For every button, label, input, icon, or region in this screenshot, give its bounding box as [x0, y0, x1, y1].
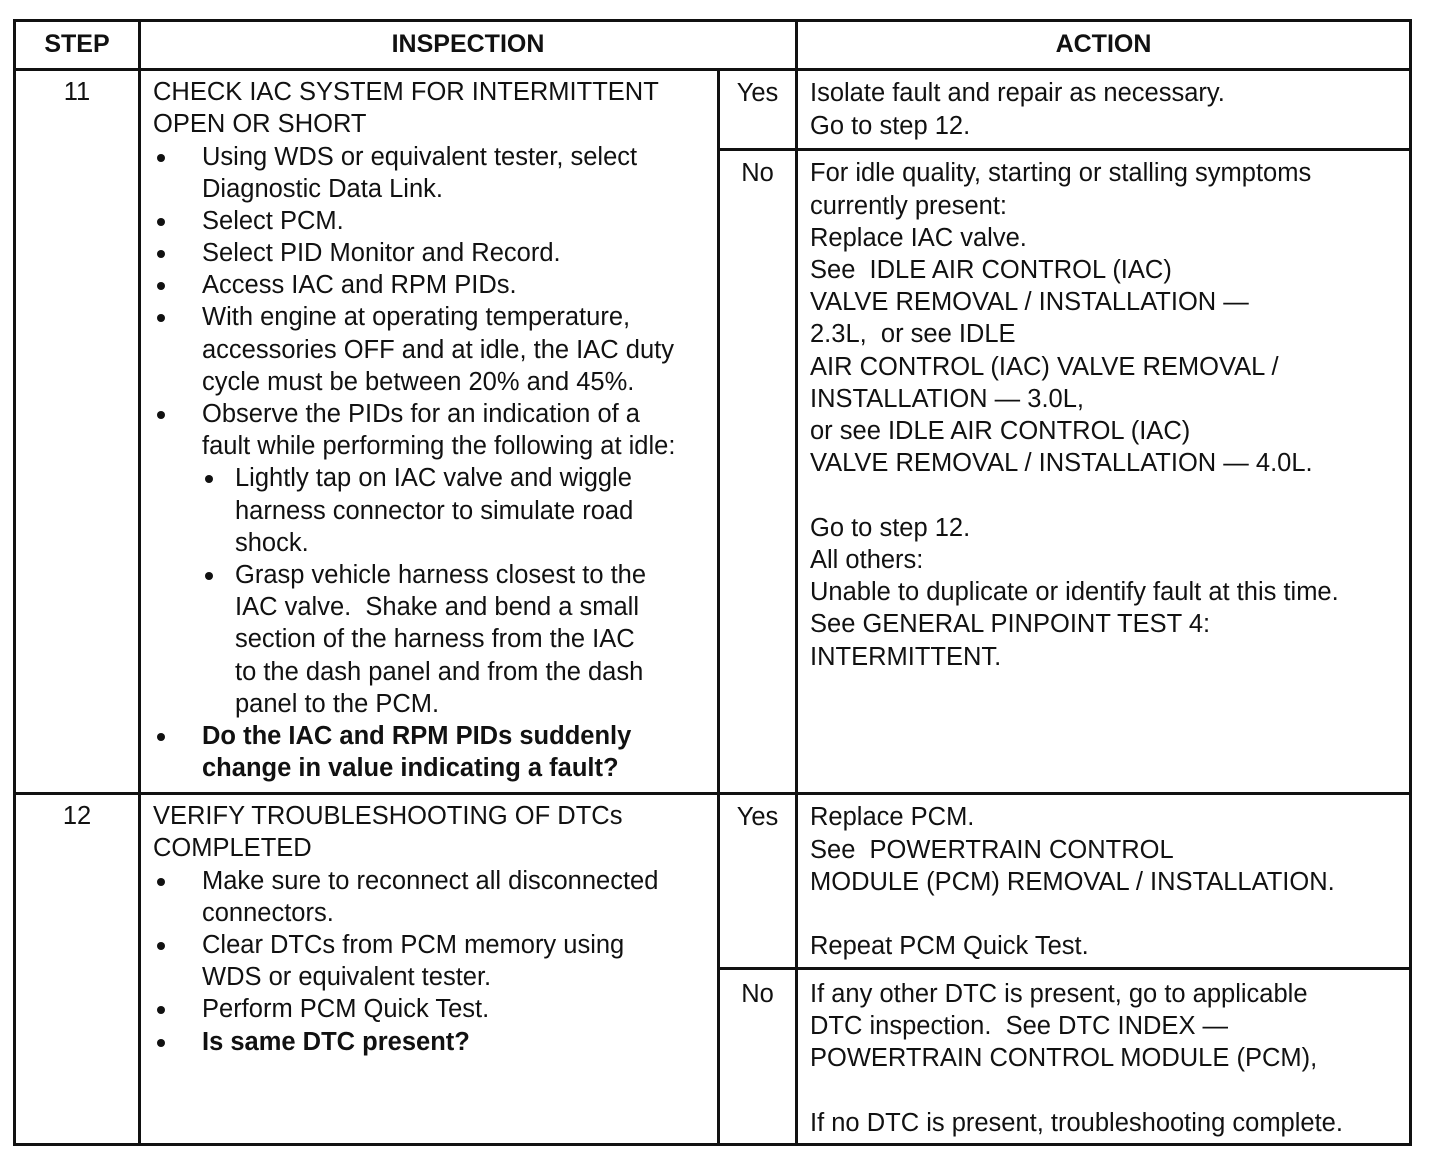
table-border-top	[13, 19, 1412, 22]
header-action: ACTION	[1055, 30, 1152, 58]
bullet-icon	[157, 411, 165, 419]
no-action: If any other DTC is present, go to applicable	[810, 980, 1308, 1008]
bullet-icon	[157, 878, 165, 886]
no-label: No	[741, 159, 774, 187]
no-label: No	[741, 980, 774, 1008]
bullet-text: Diagnostic Data Link.	[202, 175, 443, 203]
yes-action: Go to step 12.	[810, 112, 971, 140]
bullet-text: Observe the PIDs for an indication of a	[202, 400, 640, 428]
table-border-right	[1409, 19, 1412, 1146]
bullet-text: With engine at operating temperature,	[202, 303, 631, 331]
step-column-divider	[138, 19, 141, 1146]
no-action: All others:	[810, 546, 924, 574]
no-action: Unable to duplicate or identify fault at this time.	[810, 578, 1339, 606]
bullet-text: Select PCM.	[202, 207, 344, 235]
table-border-bottom	[13, 1143, 1412, 1146]
inspection-title: VERIFY TROUBLESHOOTING OF DTCs	[153, 802, 623, 830]
inspection-title: COMPLETED	[153, 834, 312, 862]
bullet-icon	[157, 1039, 165, 1047]
inspection-question: Do the IAC and RPM PIDs suddenly	[202, 722, 632, 750]
header-step: STEP	[44, 30, 110, 58]
bullet-text: fault while performing the following at idle:	[202, 432, 676, 460]
bullet-text: Using WDS or equivalent tester, select	[202, 143, 638, 171]
bullet-icon	[157, 733, 165, 741]
bullet-text: cycle must be between 20% and 45%.	[202, 368, 635, 396]
sub-bullet-text: to the dash panel and from the dash	[235, 658, 644, 686]
no-action: DTC inspection. See DTC INDEX —	[810, 1012, 1229, 1040]
bullet-text: Access IAC and RPM PIDs.	[202, 271, 517, 299]
no-action: AIR CONTROL (IAC) VALVE REMOVAL /	[810, 353, 1279, 381]
bullet-icon	[157, 250, 165, 258]
sub-bullet-text: section of the harness from the IAC	[235, 625, 635, 653]
inspection-question: change in value indicating a fault?	[202, 754, 619, 782]
sub-bullet-icon	[205, 572, 213, 580]
yes-label: Yes	[736, 803, 779, 831]
sub-bullet-text: panel to the PCM.	[235, 690, 440, 718]
no-action: POWERTRAIN CONTROL MODULE (PCM),	[810, 1044, 1318, 1072]
bullet-icon	[157, 1006, 165, 1014]
table-border-left	[13, 19, 16, 1146]
no-action: INSTALLATION — 3.0L,	[810, 385, 1084, 413]
bullet-text: WDS or equivalent tester.	[202, 963, 492, 991]
no-action: Replace IAC valve.	[810, 224, 1027, 252]
yes-action: MODULE (PCM) REMOVAL / INSTALLATION.	[810, 868, 1335, 896]
yes-action: Isolate fault and repair as necessary.	[810, 79, 1225, 107]
no-action: If no DTC is present, troubleshooting complete.	[810, 1109, 1343, 1137]
header-inspection: INSPECTION	[391, 30, 545, 58]
inspection-title: OPEN OR SHORT	[153, 110, 367, 138]
header-divider	[13, 68, 1412, 71]
row-divider	[13, 792, 1412, 795]
no-action: See GENERAL PINPOINT TEST 4:	[810, 610, 1211, 638]
sub-bullet-text: harness connector to simulate road	[235, 497, 634, 525]
yes-action: Repeat PCM Quick Test.	[810, 932, 1089, 960]
yes-no-divider-11	[718, 148, 1412, 151]
sub-bullet-icon	[205, 475, 213, 483]
bullet-icon	[157, 218, 165, 226]
no-action: See IDLE AIR CONTROL (IAC)	[810, 256, 1172, 284]
no-action: Go to step 12.	[810, 514, 971, 542]
action-column-divider	[795, 19, 798, 1146]
sub-bullet-text: Grasp vehicle harness closest to the	[235, 561, 647, 589]
no-action: or see IDLE AIR CONTROL (IAC)	[810, 417, 1191, 445]
inspection-question: Is same DTC present?	[202, 1028, 470, 1056]
bullet-text: accessories OFF and at idle, the IAC duty	[202, 336, 674, 364]
bullet-icon	[157, 942, 165, 950]
step-number: 12	[62, 802, 92, 830]
no-action: For idle quality, starting or stalling symptoms	[810, 159, 1312, 187]
bullet-text: Perform PCM Quick Test.	[202, 995, 490, 1023]
no-action: VALVE REMOVAL / INSTALLATION — 4.0L.	[810, 449, 1313, 477]
bullet-text: Clear DTCs from PCM memory using	[202, 931, 625, 959]
no-action: currently present:	[810, 192, 1008, 220]
bullet-text: Select PID Monitor and Record.	[202, 239, 561, 267]
yes-no-divider-12	[718, 967, 1412, 970]
no-action: 2.3L, or see IDLE	[810, 320, 1016, 348]
step-number: 11	[63, 78, 91, 106]
bullet-text: connectors.	[202, 899, 334, 927]
sub-bullet-text: Lightly tap on IAC valve and wiggle	[235, 464, 632, 492]
yes-label: Yes	[736, 79, 779, 107]
no-action: INTERMITTENT.	[810, 643, 1002, 671]
bullet-icon	[157, 282, 165, 290]
inspection-title: CHECK IAC SYSTEM FOR INTERMITTENT	[153, 78, 659, 106]
yes-action: See POWERTRAIN CONTROL	[810, 836, 1174, 864]
sub-bullet-text: shock.	[235, 529, 309, 557]
bullet-icon	[157, 314, 165, 322]
yes-action: Replace PCM.	[810, 803, 975, 831]
no-action: VALVE REMOVAL / INSTALLATION —	[810, 288, 1249, 316]
bullet-text: Make sure to reconnect all disconnected	[202, 867, 659, 895]
bullet-icon	[157, 154, 165, 162]
sub-bullet-text: IAC valve. Shake and bend a small	[235, 593, 639, 621]
